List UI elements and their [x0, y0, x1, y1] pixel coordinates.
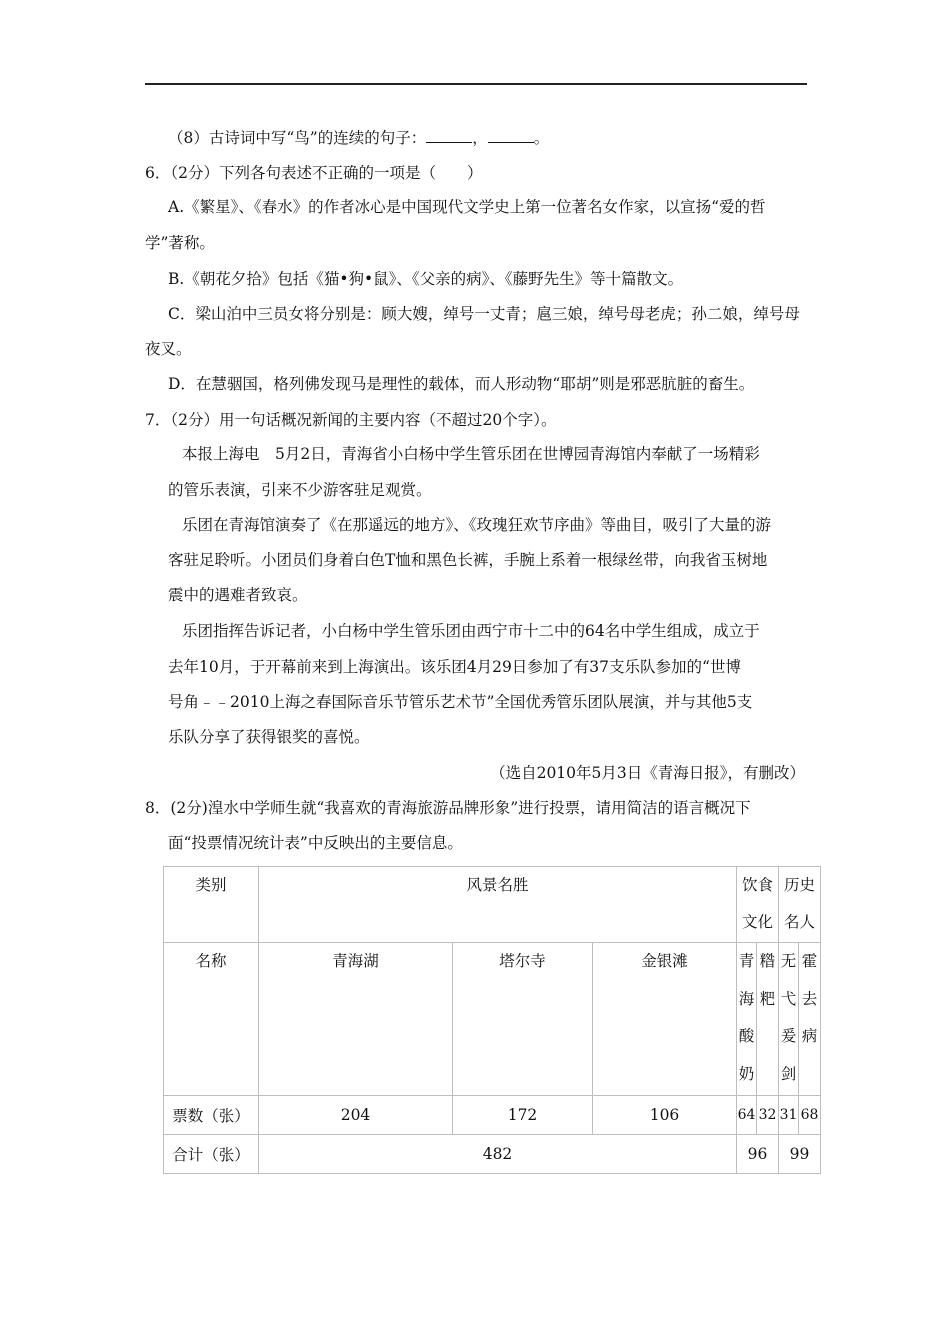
table-row-category [164, 867, 821, 943]
cell-jinyin-beach: 金银滩 [593, 943, 737, 1096]
cell-scenery-header: 风景名胜 [259, 867, 737, 943]
q6-option-a-line1: A.《繁星》、《春水》的作者冰心是中国现代文学史上第一位著名女作家，以宣扬“爱的哲 [168, 198, 766, 216]
cell-history-header: 历史名人 [779, 867, 821, 943]
cell-total-label: 合计（张） [164, 1135, 259, 1174]
header-rule [145, 83, 807, 85]
q7-para1-line1: 本报上海电 5月2日，青海省小白杨中学生管乐团在世博园青海馆内奉献了一场精彩 [182, 445, 760, 463]
q7-para3-line1: 乐团指挥告诉记者，小白杨中学生管乐团由西宁市十二中的64名中学生组成，成立于 [182, 622, 760, 640]
cell-name-label: 名称 [164, 943, 259, 1096]
q7-para3-line2: 去年10月，于开幕前来到上海演出。该乐团4月29日参加了有37支乐队参加的“世博 [168, 658, 741, 676]
cell-votes-label: 票数（张） [164, 1096, 259, 1135]
cell-huo-qubing: 霍去病 [799, 943, 821, 1096]
table-row-total [164, 1135, 821, 1174]
q8-stem-line1: 8．(2分)湟水中学师生就“我喜欢的青海旅游品牌形象”进行投票，请用简洁的语言概况下 [145, 799, 751, 817]
cell-votes-taer-temple: 172 [453, 1096, 593, 1135]
cell-qinghai-lake: 青海湖 [259, 943, 453, 1096]
q6-option-c-line2: 夜叉。 [145, 340, 192, 358]
cell-food-header: 饮食文化 [737, 867, 779, 943]
q7-para2-line1: 乐团在青海馆演奏了《在那遥远的地方》、《玫瑰狂欢节序曲》等曲目，吸引了大量的游 [182, 516, 772, 534]
q7-para1-line2: 的管乐表演，引来不少游客驻足观赏。 [168, 481, 432, 499]
cell-total-food: 96 [737, 1135, 779, 1174]
q6-option-c-line1: C．梁山泊中三员女将分别是：顾大嫂，绰号一丈青；扈三娘，绰号母老虎；孙二娘，绰号母 [168, 305, 800, 323]
cell-votes-huo-qubing: 68 [799, 1096, 821, 1135]
cell-total-history: 99 [779, 1135, 821, 1174]
q6-stem: 6．（2分）下列各句表述不正确的一项是（ ） [145, 164, 483, 182]
q6-option-b: B.《朝花夕拾》包括《猫•狗•鼠》、《父亲的病》、《藤野先生》等十篇散文。 [168, 270, 684, 288]
cell-votes-zanba: 32 [757, 1096, 779, 1135]
answer-blank-2[interactable] [488, 128, 534, 143]
cell-votes-qinghai-lake: 204 [259, 1096, 453, 1135]
cell-votes-jinyin-beach: 106 [593, 1096, 737, 1135]
q6-option-d: D．在慧骃国，格列佛发现马是理性的载体，而人形动物“耶胡”则是邪恶肮脏的畜生。 [168, 375, 755, 393]
answer-blank-1[interactable] [426, 128, 472, 143]
cell-taer-temple: 塔尔寺 [453, 943, 593, 1096]
cell-wuyi-yuanjian: 无弋爰剑 [779, 943, 799, 1096]
cell-qinghai-yogurt: 青海酸奶 [737, 943, 757, 1096]
cell-zanba: 糌粑 [757, 943, 779, 1096]
q7-source: （选自2010年5月3日《青海日报》，有删改） [490, 764, 805, 782]
cell-category-label: 类别 [164, 867, 259, 943]
q8-stem-line2: 面“投票情况统计表”中反映出的主要信息。 [168, 834, 463, 852]
q5-sep: ， [472, 129, 488, 147]
q7-para3-line3: 号角﹣﹣2010上海之春国际音乐节管乐艺术节”全国优秀管乐团队展演，并与其他5支 [168, 693, 753, 711]
table-row-name [164, 943, 821, 1096]
q7-para2-line2: 客驻足聆听。小团员们身着白色T恤和黑色长裤，手腕上系着一根绿丝带，向我省玉树地 [168, 551, 768, 569]
q7-stem: 7．（2分）用一句话概况新闻的主要内容（不超过20个字）。 [145, 411, 557, 429]
q5-item8 [168, 128, 549, 148]
q5-item8-text: （8）古诗词中写“鸟”的连续的句子： [168, 129, 427, 147]
q7-para2-line3: 震中的遇难者致哀。 [168, 586, 308, 604]
q6-option-a-line2: 学”著称。 [145, 234, 215, 252]
cell-votes-wuyi-yuanjian: 31 [779, 1096, 799, 1135]
cell-total-scenery: 482 [259, 1135, 737, 1174]
vote-statistics-table [163, 866, 821, 1174]
q5-end: 。 [533, 129, 550, 147]
table-row-votes [164, 1096, 821, 1135]
q7-para3-line4: 乐队分享了获得银奖的喜悦。 [168, 728, 370, 746]
cell-votes-qinghai-yogurt: 64 [737, 1096, 757, 1135]
